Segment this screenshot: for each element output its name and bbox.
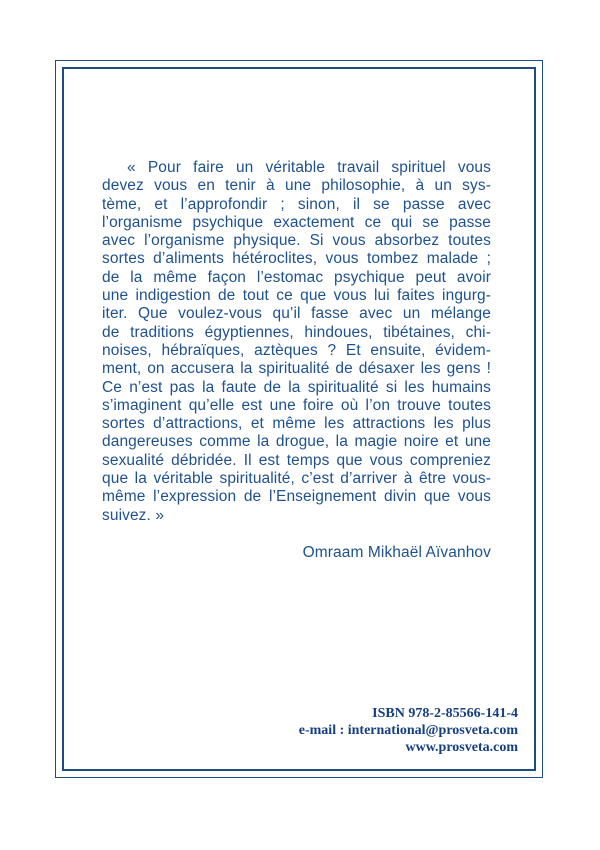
website-text: www.prosveta.com [405, 739, 518, 755]
quote-line: devez vous en tenir à une philosophie, à un sys- [102, 177, 491, 195]
quote-line: que la véritable spiritualité, c’est d’arriver à être vous- [102, 470, 491, 488]
quote-line: sexualité débridée. Il est temps que vous compreniez [102, 451, 491, 469]
quote-line: de la même façon l’estomac psychique peut avoir [102, 268, 491, 286]
quote-line: noises, hébraïques, aztèques ? Et ensuite, évidem- [102, 341, 491, 359]
quote-line: sortes d’aliments hétéroclites, vous tombez malade ; [102, 250, 491, 268]
quote-line: s’imaginent qu’elle est une foire où l’on trouve toutes [102, 396, 491, 414]
quote-line: iter. Que voulez-vous qu’il fasse avec un mélange [102, 305, 491, 323]
quote-line: suivez. » [102, 506, 165, 524]
quote-line: Ce n’est pas la faute de la spiritualité si les humains [102, 378, 491, 396]
quote-line: tème, et l’approfondir ; sinon, il se passe avec [102, 195, 491, 213]
quote-line: même l’expression de l’Enseignement divin que vous [102, 488, 491, 506]
quote-line: une indigestion de tout ce que vous lui faites ingurg- [102, 287, 491, 305]
isbn-text: ISBN 978-2-85566-141-4 [372, 706, 518, 721]
quote-line: de traditions égyptiennes, hindoues, tibétaines, chi- [102, 323, 491, 341]
quote-line: l’organisme psychique exactement ce qui se passe [102, 213, 491, 231]
quote-line: avec l’organisme physique. Si vous absorbez toutes [102, 232, 491, 250]
email-text: e-mail : international@prosveta.com [298, 722, 518, 738]
quote-line: « Pour faire un véritable travail spirituel vous [127, 159, 491, 176]
quote-line: sortes d’attractions, et même les attractions les plus [102, 415, 491, 433]
author-name: Omraam Mikhaël Aïvanhov [302, 543, 491, 561]
quote-block [102, 159, 491, 562]
quote-line: ment, on accusera la spiritualité de désaxer les gens ! [102, 360, 491, 378]
publisher-info [299, 706, 518, 756]
quote-line: dangereuses comme la drogue, la magie noire et une [102, 433, 491, 451]
